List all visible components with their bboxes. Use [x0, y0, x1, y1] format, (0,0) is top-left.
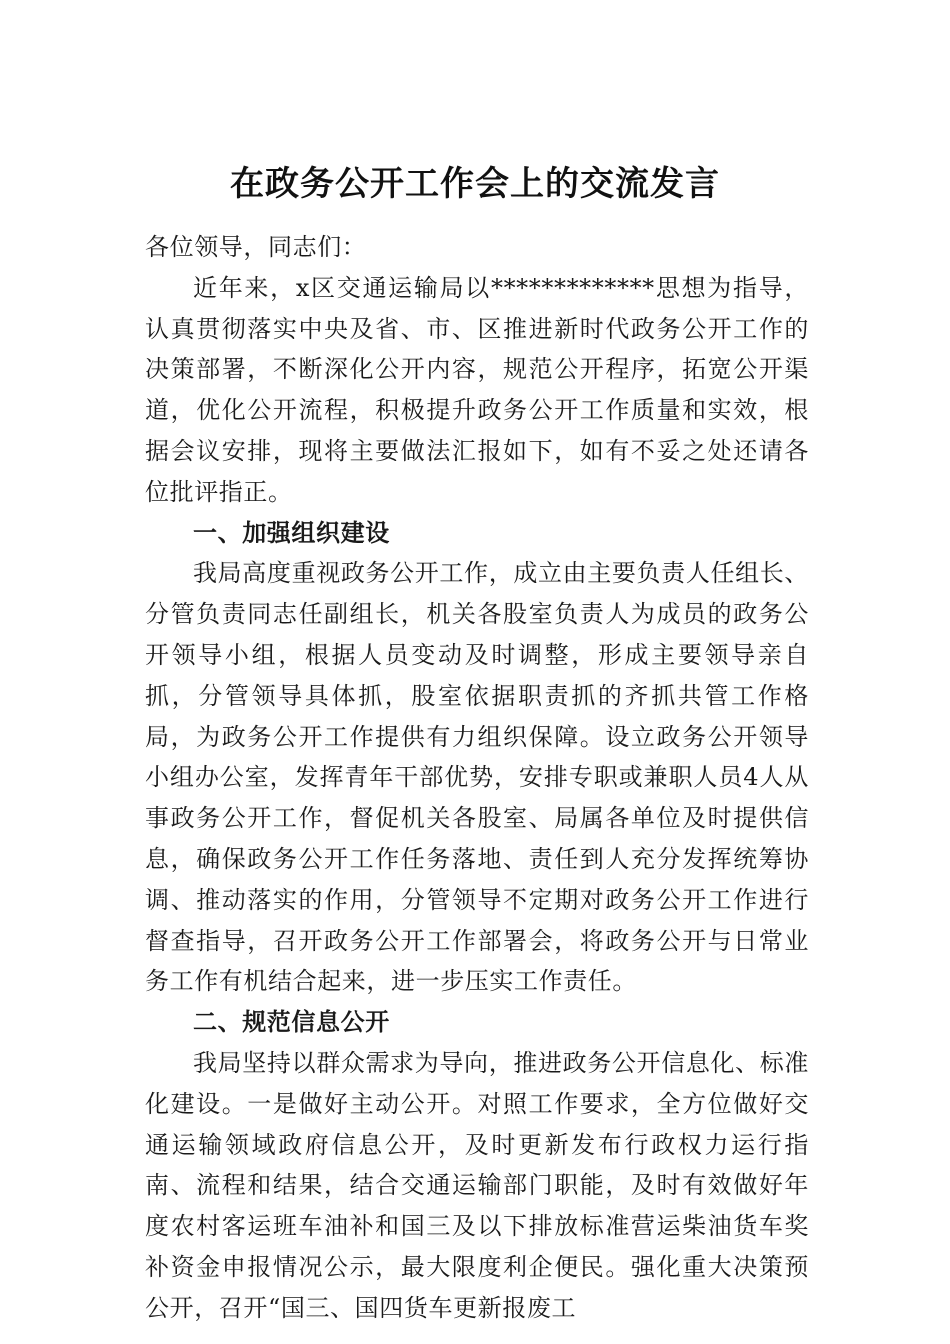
section-heading-disclosure: 二、规范信息公开 — [193, 1008, 390, 1037]
section-paragraph-disclosure: 我局坚持以群众需求为导向，推进政务公开信息化、标准化建设。一是做好主动公开。对照工作要求，全方位做好交通运输领域政府信息公开，及时更新发布行政权力运行指南、流程和结果，结合交通运输部门职能，及时有效做好年度农村客运班车油补和国三及以下排放标准营运柴油货车奖补资金申报情况公示，最大限度利企便民。强化重大决策预公开，召开“国三、国四货车更新报废工 — [145, 1048, 809, 1322]
document-title: 在政务公开工作会上的交流发言 — [230, 164, 720, 204]
section-heading-organization: 一、加强组织建设 — [193, 518, 390, 547]
intro-paragraph: 近年来，x区交通运输局以*************思想为指导，认真贯彻落实中央及省、市、区推进新时代政务公开工作的决策部署，不断深化公开内容，规范公开程序，拓宽公开渠道，优化公开流程，积极提升政务公开工作质量和实效，根据会议安排，现将主要做法汇报如下，如有不妥之处还请各位批评指正。 — [145, 273, 809, 506]
section-paragraph-organization: 我局高度重视政务公开工作，成立由主要负责人任组长、分管负责同志任副组长，机关各股室负责人为成员的政务公开领导小组，根据人员变动及时调整，形成主要领导亲自抓，分管领导具体抓，股室依据职责抓的齐抓共管工作格局，为政务公开工作提供有力组织保障。设立政务公开领导小组办公室，发挥青年干部优势，安排专职或兼职人员4人从事政务公开工作，督促机关各股室、局属各单位及时提供信息，确保政务公开工作任务落地、责任到人充分发挥统筹协调、推动落实的作用，分管领导不定期对政务公开工作进行督查指导，召开政务公开工作部署会，将政务公开与日常业务工作有机结合起来，进一步压实工作责任。 — [145, 559, 809, 996]
document-body — [145, 227, 809, 1329]
salutation: 各位领导，同志们： — [145, 233, 367, 261]
